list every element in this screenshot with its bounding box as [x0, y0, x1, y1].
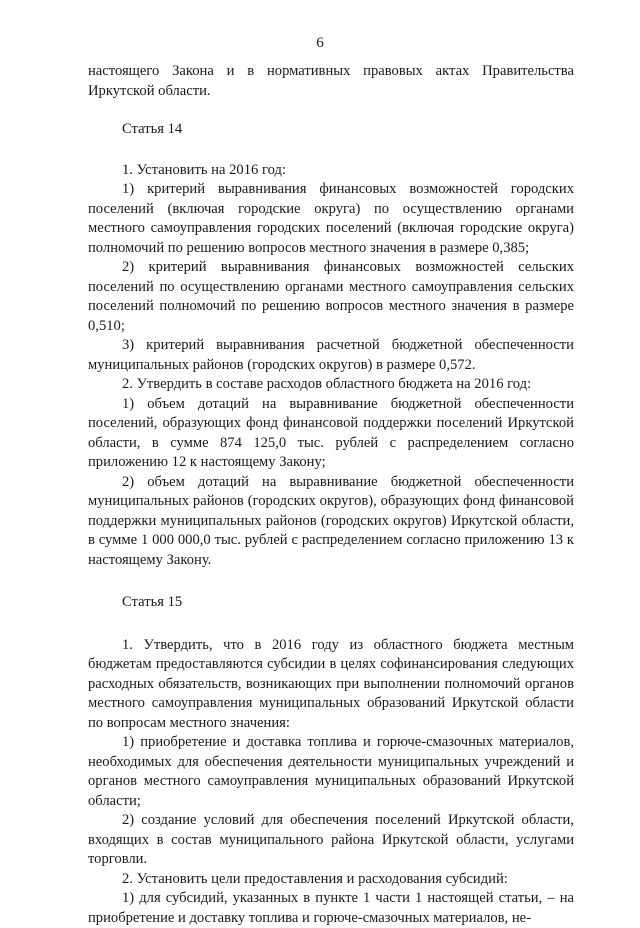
article-15-paragraph: 1) приобретение и доставка топлива и горюче-смазочных материалов, необходимых для обеспечения деятельности муниципальных учреждений и органов местного самоуправления муниципальных образований Иркутской области;	[88, 734, 574, 809]
article-14-paragraph: 3) критерий выравнивания расчетной бюджетной обеспеченности муниципальных районов (городских округов) в размере 0,572.	[88, 337, 574, 373]
article-14-heading: Статья 14	[122, 121, 183, 137]
page-number: 6	[316, 35, 324, 51]
article-14-paragraph: 2) объем дотаций на выравнивание бюджетной обеспеченности муниципальных районов (городских округов), образующих фонд финансовой поддержки муниципальных районов (городских округов) Иркутской области, в сумме 1 000 000,0 тыс. рублей с распределением согласно приложению 13 к настоящему Закону.	[88, 473, 574, 568]
article-15-paragraph: 1. Утвердить, что в 2016 году из областного бюджета местным бюджетам предоставляются субсидии в целях софинансирования следующих расходных обязательств, возникающих при выполнении полномочий органов местного самоуправления муниципальных образований Иркутской области по вопросам местного значения:	[88, 636, 574, 731]
article-14-paragraph: 1. Установить на 2016 год:	[122, 161, 286, 178]
article-14-paragraph: 2) критерий выравнивания финансовых возможностей сельских поселений по осуществлению органами местного самоуправления сельских поселений полномочий по решению вопросов местного значения в размере 0,510;	[88, 259, 574, 334]
article-14-paragraph: 2. Утвердить в составе расходов областного бюджета на 2016 год:	[122, 376, 532, 392]
article-14-paragraph: 1) критерий выравнивания финансовых возможностей городских поселений (включая городские округа) по осуществлению органами местного самоуправления городских поселений (включая городские округа) полномочий по решению вопросов местного значения в размере 0,385;	[88, 181, 574, 256]
article-14-paragraph: 1) объем дотаций на выравнивание бюджетной обеспеченности поселений, образующих фонд финансовой поддержки поселений Иркутской области, в сумме 874 125,0 тыс. рублей с распределением согласно приложению 12 к настоящему Закону;	[88, 395, 574, 470]
article-15-paragraph: 2) создание условий для обеспечения поселений Иркутской области, входящих в состав муниципального района Иркутской области, услугами торговли.	[88, 812, 574, 867]
article-15-paragraph: 1) для субсидий, указанных в пункте 1 части 1 настоящей статьи, – на приобретение и доставку топлива и горюче-смазочных материалов, не-	[88, 890, 574, 926]
intro-text: настоящего Закона и в нормативных правовых актах Правительства Иркутской области.	[88, 63, 574, 99]
document-body	[88, 62, 574, 928]
article-15-heading: Статья 15	[122, 594, 183, 610]
article-15-paragraph: 2. Установить цели предоставления и расходования субсидий:	[122, 870, 508, 887]
